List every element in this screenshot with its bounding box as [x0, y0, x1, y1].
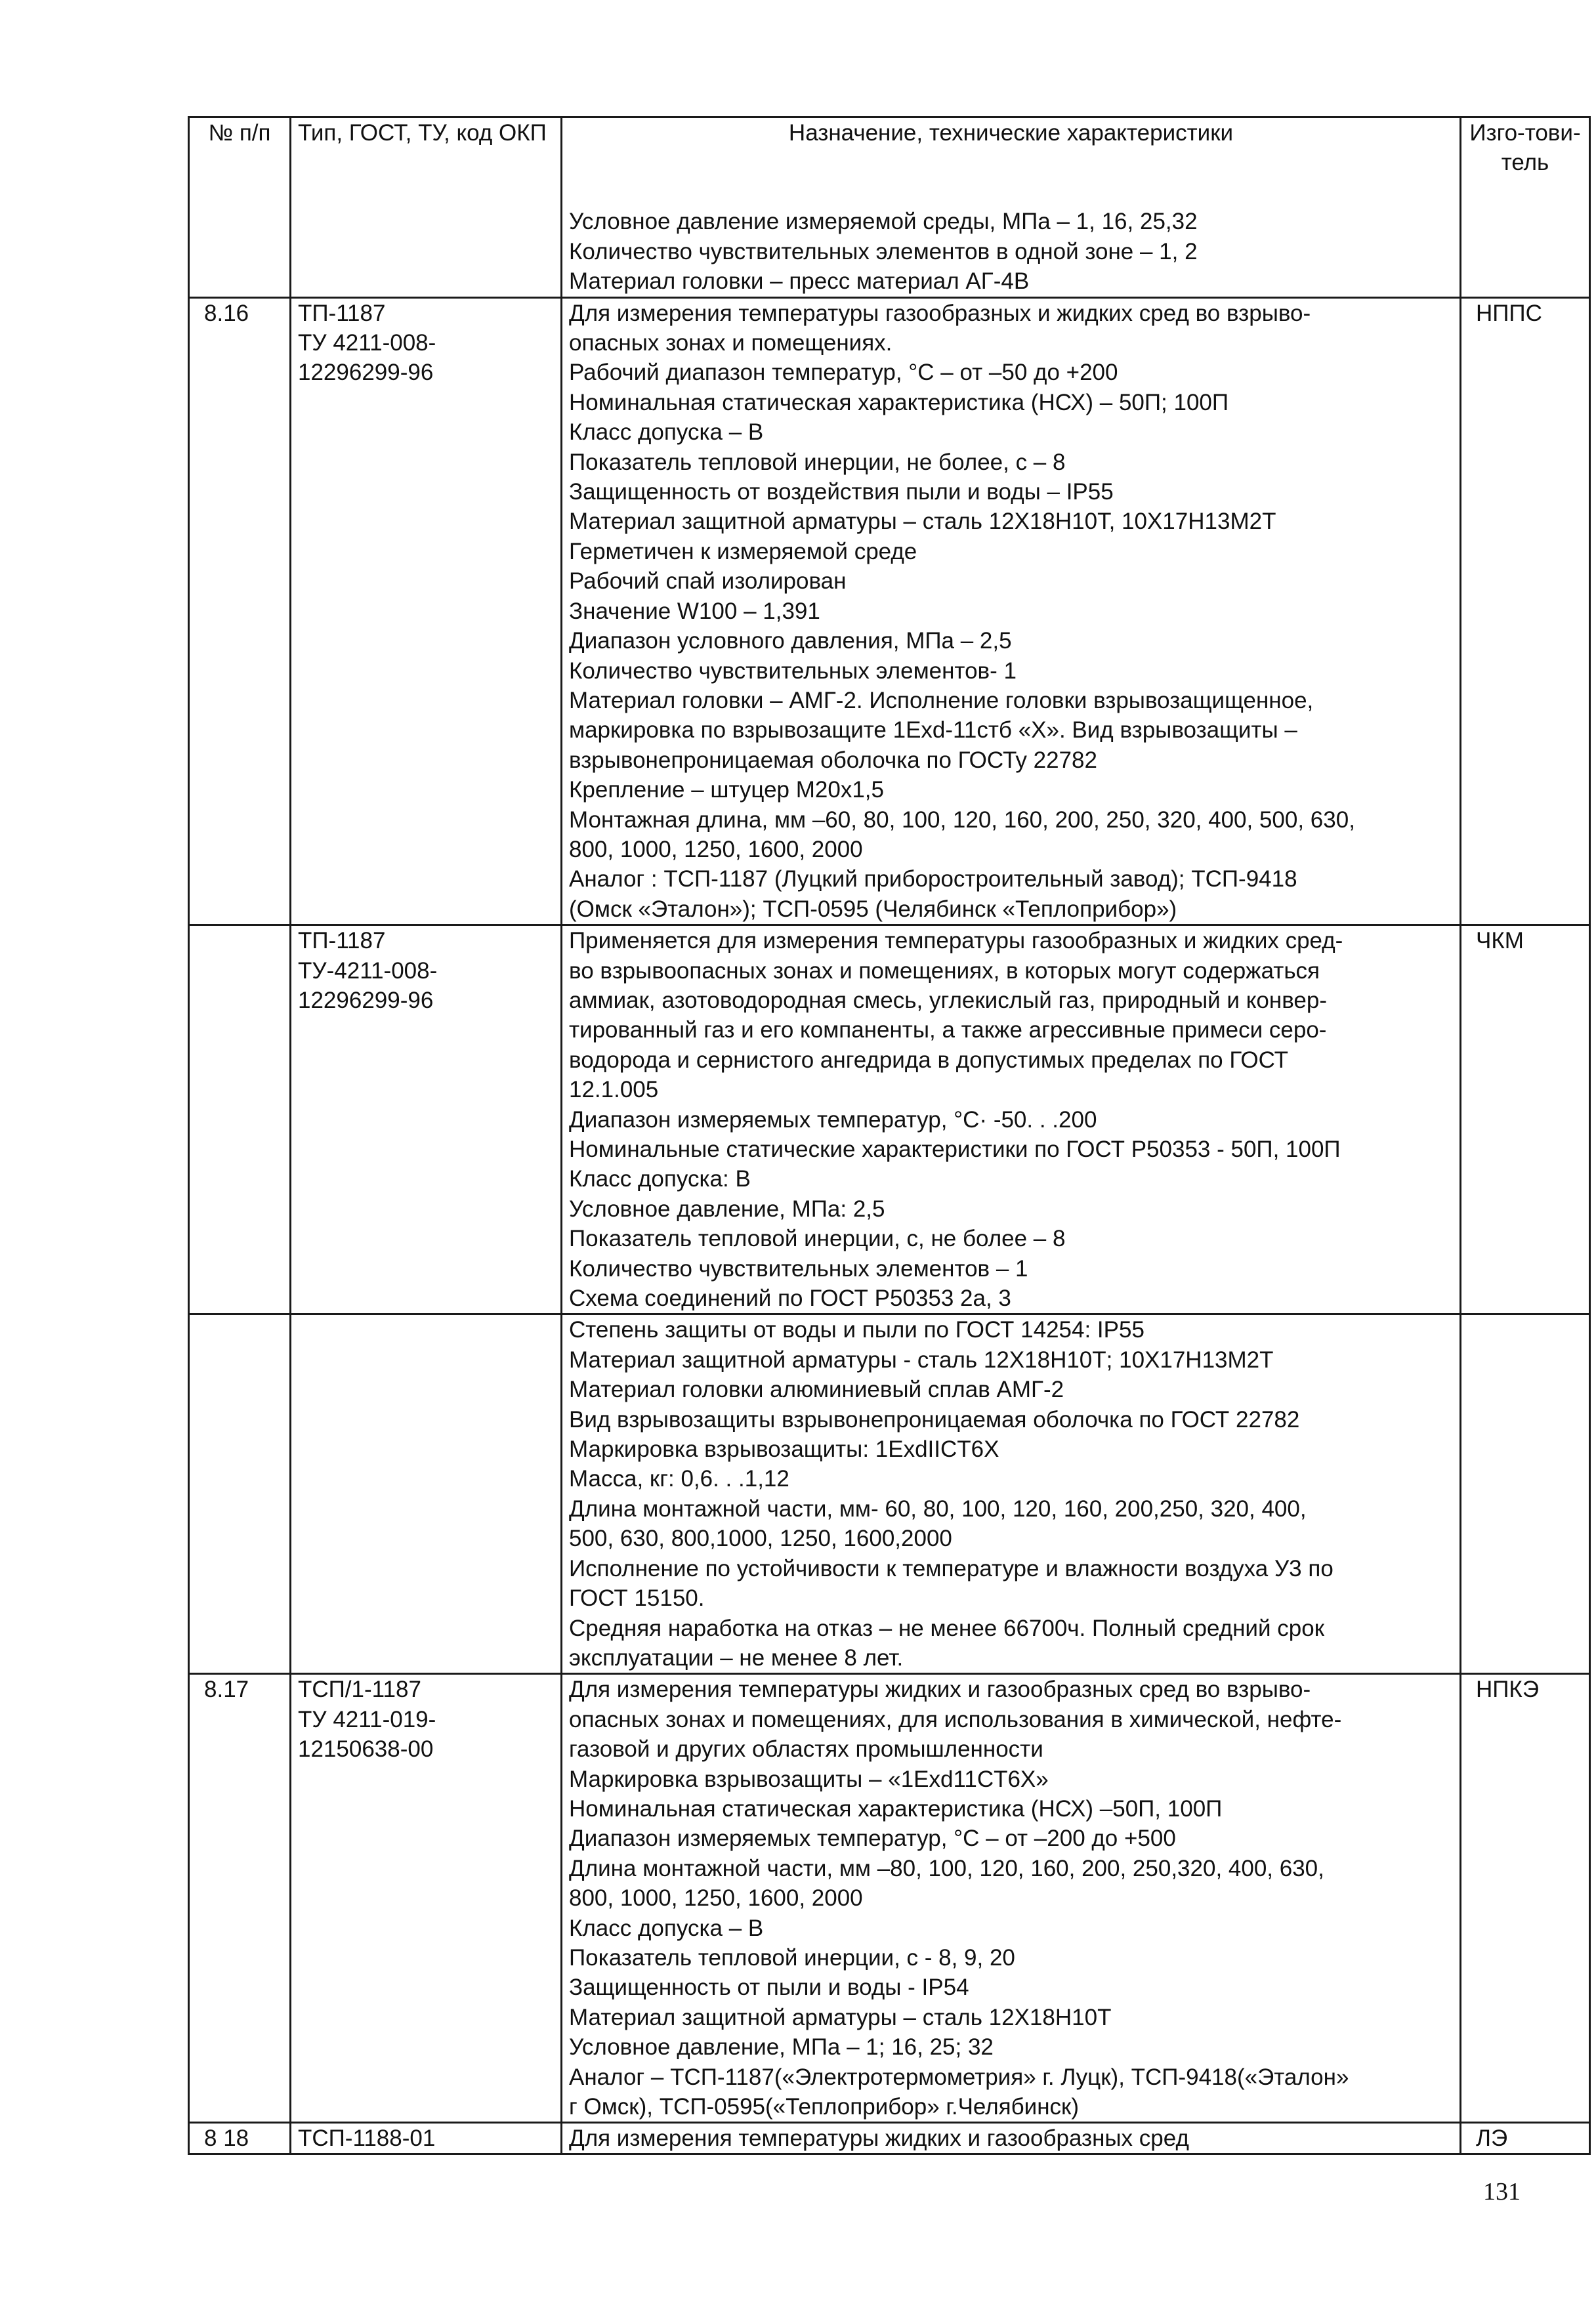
- description-line: Количество чувствительных элементов- 1: [569, 658, 1017, 684]
- type-line: ТУ-4211-008-: [298, 957, 438, 984]
- description-line: Диапазон условного давления, МПа – 2,5: [569, 628, 1012, 654]
- type-line: 12150638-00: [298, 1736, 434, 1763]
- continuation-line: Материал головки – пресс материал АГ-4В: [569, 268, 1030, 295]
- description-line: Номинальная статическая характеристика (НСХ) –50П, 100П: [569, 1795, 1223, 1822]
- description-line: 800, 1000, 1250, 1600, 2000: [569, 1885, 863, 1912]
- type-line: 12296299-96: [298, 987, 434, 1013]
- description-line: Крепление – штуцер М20х1,5: [569, 777, 884, 803]
- table-body: [189, 297, 1590, 2154]
- description-line: Диапазон измеряемых температур, °С – от –200 до +500: [569, 1826, 1176, 1852]
- description-line: эксплуатации – не менее 8 лет.: [569, 1644, 904, 1671]
- row-maker: НППС: [1461, 297, 1590, 925]
- type-line: ТУ 4211-008-: [298, 330, 436, 356]
- row-number: [189, 925, 291, 1314]
- description-line: Условное давление, МПа – 1; 16, 25; 32: [569, 2034, 994, 2061]
- description-line: Длина монтажной части, мм- 60, 80, 100, 120, 160, 200,250, 320, 400,: [569, 1496, 1307, 1522]
- description-line: тированный газ и его компаненты, а также агрессивные примеси серо-: [569, 1017, 1327, 1043]
- row-number: 8 18: [189, 2123, 291, 2154]
- type-line: ТСП/1-1187: [298, 1677, 421, 1703]
- description-line: Рабочий диапазон температур, °С – от –50 до +200: [569, 360, 1118, 386]
- row-type: [291, 1314, 562, 1674]
- description-line: Количество чувствительных элементов – 1: [569, 1255, 1028, 1282]
- row-number: 8.17: [189, 1674, 291, 2123]
- description-line: маркировка по взрывозащите 1Exd-11стб «Х». Вид взрывозащиты –: [569, 717, 1297, 743]
- description-line: Аналог : ТСП-1187 (Луцкий приборостроительный завод); ТСП-9418: [569, 866, 1297, 892]
- description-line: Класс допуска: В: [569, 1166, 751, 1192]
- row-maker: ЧКМ: [1461, 925, 1590, 1314]
- description-line: Длина монтажной части, мм –80, 100, 120, 160, 200, 250,320, 400, 630,: [569, 1855, 1324, 1881]
- row-description: [562, 1674, 1461, 2123]
- description-line: Рабочий спай изолирован: [569, 568, 847, 595]
- row-description: [562, 2123, 1461, 2154]
- header-row: [189, 117, 1590, 298]
- description-line: 800, 1000, 1250, 1600, 2000: [569, 836, 863, 862]
- description-line: Защищенность от пыли и воды - IP54: [569, 1975, 969, 2001]
- type-line: ТУ 4211-019-: [298, 1706, 436, 1732]
- row-number: [189, 1314, 291, 1674]
- description-line: газовой и других областях промышленности: [569, 1736, 1043, 1763]
- row-description: [562, 297, 1461, 925]
- description-line: Материал защитной арматуры - сталь 12Х18Н10Т; 10Х17Н13М2Т: [569, 1347, 1274, 1373]
- description-line: Класс допуска – В: [569, 419, 764, 446]
- description-line: Диапазон измеряемых температур, °С· -50. . .200: [569, 1106, 1097, 1133]
- description-line: Масса, кг: 0,6. . .1,12: [569, 1466, 789, 1492]
- row-type: [291, 1674, 562, 2123]
- continuation-line: Условное давление измеряемой среды, МПа – 1, 16, 25,32: [569, 209, 1198, 235]
- type-line: ТП-1187: [298, 928, 386, 954]
- table-row: [189, 2123, 1590, 2154]
- type-line: ТСП-1188-01: [298, 2125, 436, 2152]
- row-maker: ЛЭ: [1461, 2123, 1590, 2154]
- description-line: Монтажная длина, мм –60, 80, 100, 120, 160, 200, 250, 320, 400, 500, 630,: [569, 806, 1355, 833]
- description-line: Маркировка взрывозащиты: 1ExdIICT6X: [569, 1436, 999, 1463]
- table-row: [189, 925, 1590, 1314]
- description-line: ГОСТ 15150.: [569, 1585, 705, 1612]
- description-line: Материал защитной арматуры – сталь 12Х18Н10Т, 10Х17Н13М2Т: [569, 509, 1276, 535]
- description-line: Класс допуска – В: [569, 1915, 764, 1941]
- table-row: [189, 297, 1590, 925]
- continuation-block: [569, 148, 1453, 296]
- page-number: 131: [1483, 2178, 1521, 2206]
- description-line: Защищенность от воздействия пыли и воды – IP55: [569, 479, 1114, 505]
- description-line: Для измерения температуры газообразных и жидких сред во взрыво-: [569, 300, 1311, 326]
- description-line: Применяется для измерения температуры газообразных и жидких сред-: [569, 928, 1343, 954]
- specs-table: [188, 116, 1591, 2155]
- description-line: Степень защиты от воды и пыли по ГОСТ 14254: IP55: [569, 1317, 1144, 1343]
- continuation-line: Количество чувствительных элементов в одной зоне – 1, 2: [569, 238, 1198, 264]
- description-line: взрывонепроницаемая оболочка по ГОСТу 22782: [569, 747, 1097, 773]
- description-line: г Омск), ТСП-0595(«Теплоприбор» г.Челябинск): [569, 2094, 1080, 2120]
- description-line: Аналог – ТСП-1187(«Электротермометрия» г. Луцк), ТСП-9418(«Эталон»: [569, 2064, 1349, 2090]
- description-line: Герметичен к измеряемой среде: [569, 538, 917, 564]
- description-line: Номинальные статические характеристики по ГОСТ Р50353 - 50П, 100П: [569, 1137, 1341, 1162]
- description-line: Показатель тепловой инерции, с, не более – 8: [569, 1226, 1066, 1252]
- type-line: 12296299-96: [298, 360, 434, 386]
- description-line: Для измерения температуры жидких и газообразных сред: [569, 2125, 1189, 2152]
- description-line: аммиак, азотоводородная смесь, углекислый газ, природный и конвер-: [569, 987, 1327, 1013]
- description-line: Вид взрывозащиты взрывонепроницаемая оболочка по ГОСТ 22782: [569, 1406, 1300, 1433]
- row-type: [291, 297, 562, 925]
- description-line: во взрывоопасных зонах и помещениях, в которых могут содержаться: [569, 957, 1320, 984]
- col-header-purpose: [562, 117, 1461, 298]
- col-header-maker: Изго-тови-тель: [1461, 117, 1590, 298]
- description-line: Средняя наработка на отказ – не менее 66700ч. Полный средний срок: [569, 1615, 1325, 1641]
- description-line: 12.1.005: [569, 1077, 659, 1103]
- table-row: [189, 1674, 1590, 2123]
- row-maker: [1461, 1314, 1590, 1674]
- type-line: ТП-1187: [298, 300, 386, 326]
- description-line: 500, 630, 800,1000, 1250, 1600,2000: [569, 1526, 952, 1552]
- description-line: Значение W100 – 1,391: [569, 598, 820, 624]
- col-header-num: № п/п: [189, 117, 291, 298]
- row-number: 8.16: [189, 297, 291, 925]
- description-line: водорода и сернистого ангедрида в допустимых пределах по ГОСТ: [569, 1047, 1289, 1073]
- description-line: Материал головки – АМГ-2. Исполнение головки взрывозащищенное,: [569, 687, 1314, 713]
- description-line: Маркировка взрывозащиты – «1Exd11CT6X»: [569, 1766, 1049, 1792]
- description-line: опасных зонах и помещениях.: [569, 330, 892, 356]
- description-line: Условное давление, МПа: 2,5: [569, 1196, 885, 1222]
- description-line: Исполнение по устойчивости к температуре и влажности воздуха У3 по: [569, 1555, 1334, 1581]
- row-type: [291, 2123, 562, 2154]
- description-line: Показатель тепловой инерции, не более, с – 8: [569, 449, 1066, 475]
- description-line: Показатель тепловой инерции, с - 8, 9, 20: [569, 1944, 1015, 1971]
- description-line: Материал головки алюминиевый сплав АМГ-2: [569, 1377, 1064, 1403]
- row-description: [562, 925, 1461, 1314]
- row-type: [291, 925, 562, 1314]
- table-row: [189, 1314, 1590, 1674]
- col-header-type: Тип, ГОСТ, ТУ, код ОКП: [291, 117, 562, 298]
- description-line: Для измерения температуры жидких и газообразных сред во взрыво-: [569, 1677, 1311, 1703]
- description-line: Номинальная статическая характеристика (НСХ) – 50П; 100П: [569, 389, 1229, 415]
- description-line: Схема соединений по ГОСТ Р50353 2а, 3: [569, 1286, 1011, 1312]
- description-line: Материал защитной арматуры – сталь 12Х18Н10Т: [569, 2004, 1112, 2030]
- description-line: опасных зонах и помещениях, для использования в химической, нефте-: [569, 1706, 1342, 1732]
- row-description: [562, 1314, 1461, 1674]
- col-header-purpose-label: Назначение, технические характеристики: [788, 120, 1234, 146]
- row-maker: НПКЭ: [1461, 1674, 1590, 2123]
- description-line: (Омск «Эталон»); ТСП-0595 (Челябинск «Теплоприбор»): [569, 896, 1177, 922]
